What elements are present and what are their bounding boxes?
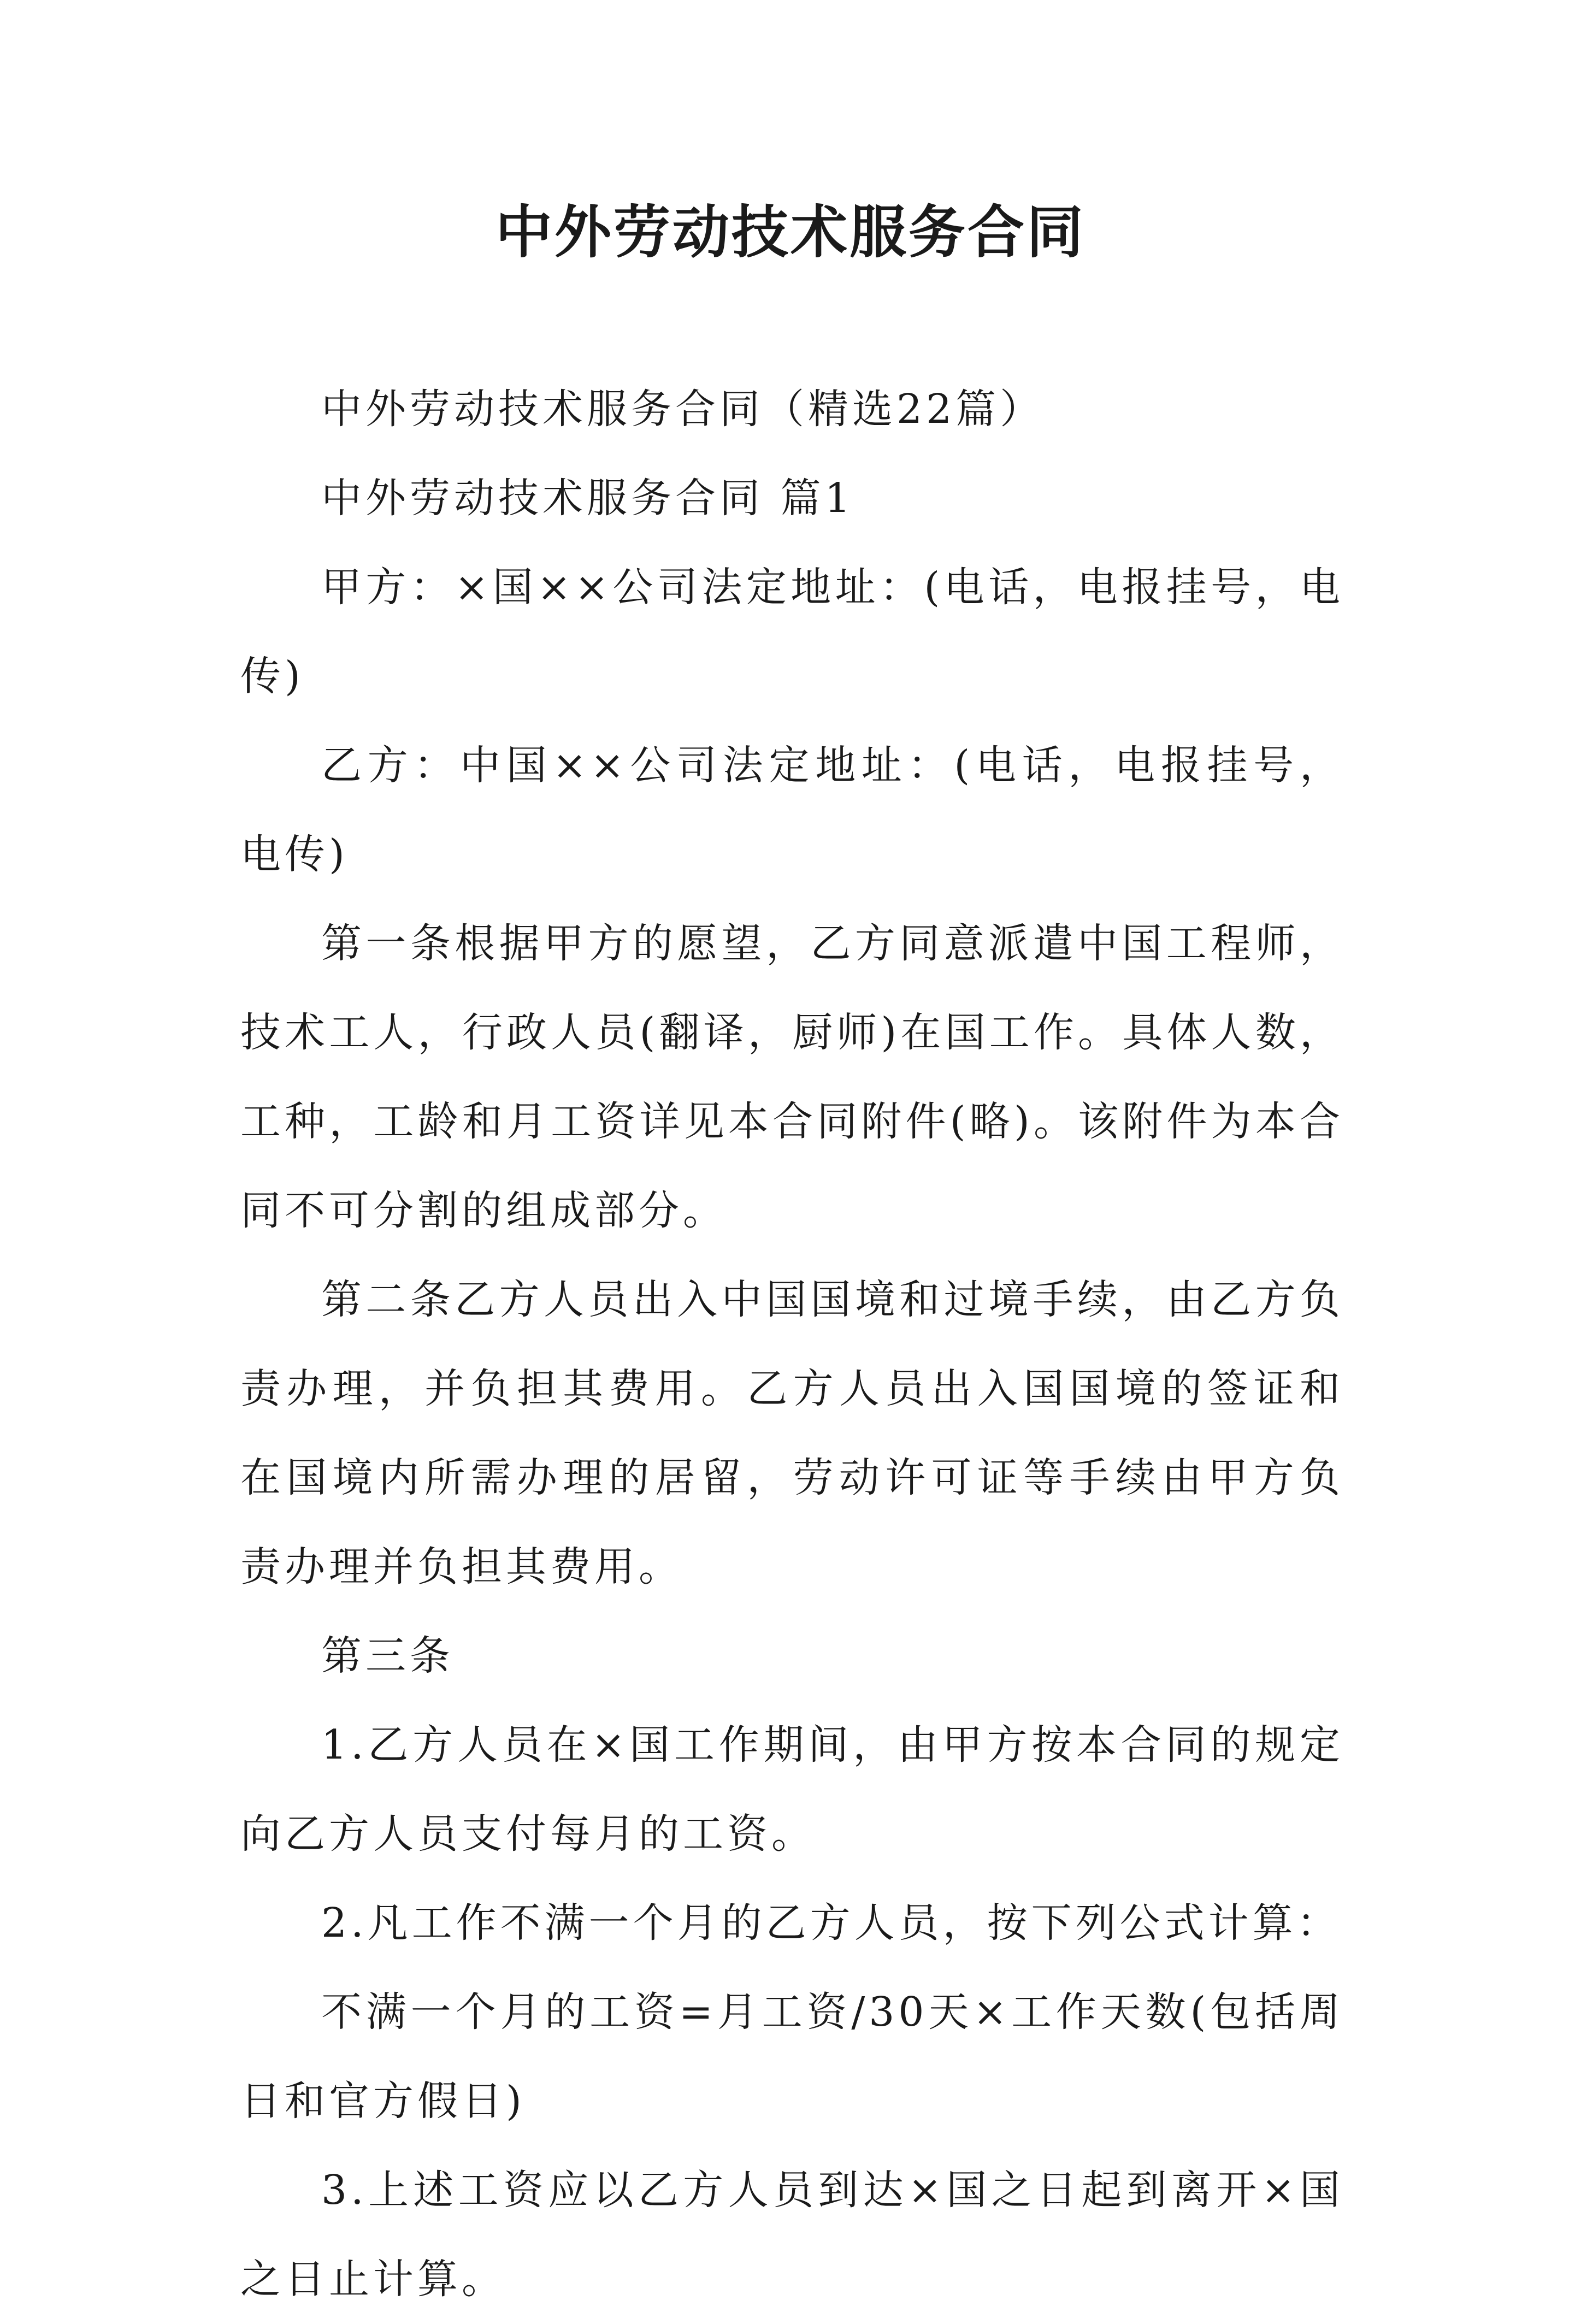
paragraph-clause-2: 2.凡工作不满一个月的乙方人员，按下列公式计算： [321,1900,1341,1947]
document-title: 中外劳动技术服务合同 [495,198,1086,266]
paragraph-clause-1: 1.乙方人员在×国工作期间，由甲方按本合同的规定向乙方人员支付每月的工资。 [240,1721,1344,1857]
paragraph-article-1: 第一条根据甲方的愿望，乙方同意派遣中国工程师，技术工人，行政人员(翻译，厨师)在国工作。具体人数，工种，工龄和月工资详见本合同附件(略)。该附件为本合同不可分割的组成部分。 [240,920,1344,1234]
paragraph-party-a: 甲方：×国××公司法定地址：(电话，电报挂号，电传) [240,564,1344,700]
paragraph-formula: 不满一个月的工资=月工资/30天×工作天数(包括周日和官方假日) [240,1989,1344,2125]
paragraph-clause-3: 3.上述工资应以乙方人员到达×国之日起到离开×国之日止计算。 [240,2167,1344,2303]
paragraph-subtitle: 中外劳动技术服务合同（精选22篇） [321,386,1045,433]
paragraph-article-2: 第二条乙方人员出入中国国境和过境手续，由乙方负责办理，并负担其费用。乙方人员出入国国境的签证和在国境内所需办理的居留，劳动许可证等手续由甲方负责办理并负担其费用。 [240,1276,1344,1590]
paragraph-section-heading: 中外劳动技术服务合同 篇1 [321,475,854,522]
paragraph-article-3-heading: 第三条 [321,1632,454,1679]
document-body [240,365,1344,2324]
paragraph-party-b: 乙方：中国××公司法定地址：(电话，电报挂号，电传) [240,742,1344,878]
